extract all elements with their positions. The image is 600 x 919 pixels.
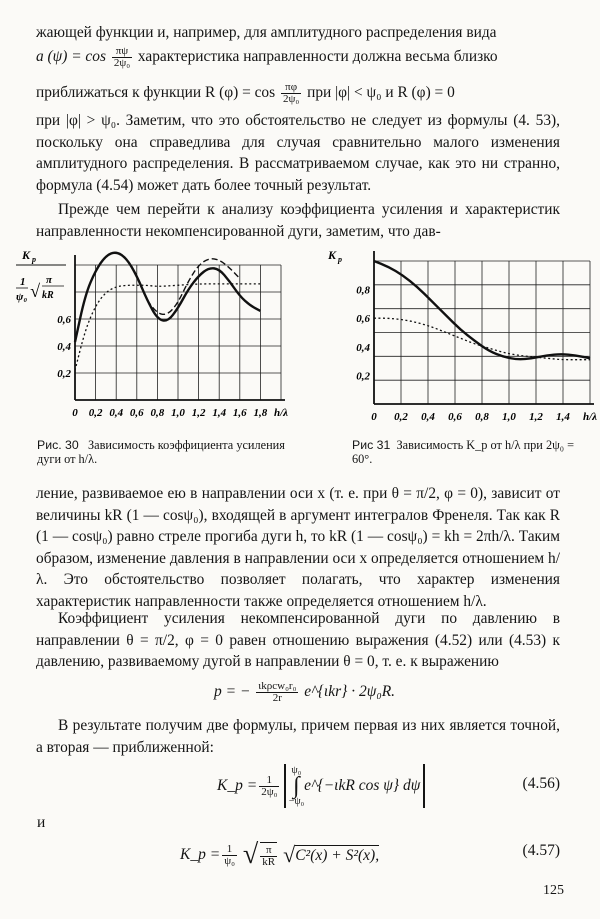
figure-31-chart bbox=[316, 245, 598, 431]
x-tick-label: 0,8 bbox=[475, 411, 489, 423]
y-axis-label-kp: K bbox=[22, 248, 31, 262]
x-tick-label: 0,6 bbox=[129, 407, 144, 419]
y-tick-label: 0,8 bbox=[356, 284, 370, 297]
x-tick-label: 0,4 bbox=[109, 407, 124, 419]
integral-sign bbox=[289, 765, 304, 807]
x-tick-label: h/λ bbox=[582, 411, 598, 423]
paragraph-1-line-3 bbox=[36, 82, 560, 105]
x-tick-label: 1,4 bbox=[212, 407, 227, 419]
page-number: 125 bbox=[543, 883, 564, 898]
y-tick-label: 0,6 bbox=[356, 313, 370, 326]
x-tick-label: h/λ bbox=[273, 407, 289, 419]
equation-p-left: p = − bbox=[214, 683, 251, 701]
equation-4-57-left: K_p = bbox=[180, 846, 221, 863]
fraction-numerator: ιkρcw₀r₀ bbox=[258, 680, 297, 692]
figure-31-text: Зависимость K_p от h/λ при 2ψ₀ = 60°. bbox=[352, 438, 575, 466]
x-tick-label: 1,2 bbox=[191, 407, 206, 419]
figure-30-chart bbox=[8, 245, 290, 431]
equation-4-57-fraction bbox=[222, 844, 237, 867]
abs-bar-left bbox=[284, 764, 285, 808]
figure-31-caption bbox=[352, 438, 582, 466]
paragraph-1-line-2 bbox=[36, 46, 560, 69]
x-tick-label: 1,2 bbox=[529, 411, 543, 423]
integral-lower-limit: −ψ₀ bbox=[288, 796, 305, 807]
series-line-solid bbox=[75, 253, 260, 342]
fraction-denominator: 2ψ₀ bbox=[282, 93, 300, 105]
fraction-denominator: 2r bbox=[272, 692, 282, 704]
integral-symbol: ∫ bbox=[293, 773, 300, 799]
y-tick-label: 0,2 bbox=[356, 370, 370, 383]
text-fragment: характеристика направленности должна весьма близко bbox=[137, 48, 498, 66]
fraction-pi-psi bbox=[112, 46, 132, 69]
x-tick-label: 0,8 bbox=[150, 407, 165, 419]
equation-p-right: e^{ιkr} · 2ψ₀R. bbox=[304, 683, 396, 701]
y-axis-label-pi: π bbox=[46, 274, 53, 286]
sqrt-sign-2: √ bbox=[283, 842, 296, 867]
paragraph-1-line-1: жающей функции и, например, для амплитудного распределения вида bbox=[36, 24, 497, 41]
y-axis-label-sub: p bbox=[338, 255, 342, 264]
integral-upper-limit: ψ₀ bbox=[291, 765, 302, 776]
equation-p-fraction bbox=[256, 681, 298, 704]
x-tick-label: 0 bbox=[371, 411, 377, 423]
fraction-numerator: π bbox=[260, 845, 277, 857]
equation-p bbox=[214, 681, 395, 704]
fraction-denominator: ψ₀ bbox=[224, 854, 235, 867]
text-fragment: приближаться к функции R (φ) = cos bbox=[36, 84, 276, 102]
conjunction-and: и bbox=[37, 814, 46, 831]
x-tick-label: 0,4 bbox=[421, 411, 435, 423]
x-tick-label: 1,6 bbox=[232, 407, 247, 419]
paragraph-5: В результате получим две формулы, причем первая из них является точной, а вторая — приближенной: bbox=[36, 717, 560, 756]
figure-30-caption bbox=[37, 438, 307, 466]
sqrt-sign: √ bbox=[242, 839, 259, 870]
paragraph-2: Прежде чем перейти к анализу коэффициента усиления и характеристик направленности некомпенсированной дуги, заметим, что дав- bbox=[36, 201, 560, 240]
y-axis-label-sqrt: √ bbox=[30, 281, 40, 301]
x-tick-label: 1,8 bbox=[253, 407, 268, 419]
x-tick-label: 1,0 bbox=[502, 411, 516, 423]
x-tick-label: 0,2 bbox=[394, 411, 408, 423]
x-tick-label: 1,0 bbox=[171, 407, 185, 419]
fraction-denominator: 2ψ₀ bbox=[113, 57, 131, 69]
y-tick-label: 0,4 bbox=[57, 341, 71, 353]
equation-4-56-number: (4.56) bbox=[522, 775, 560, 792]
series-line-dotted bbox=[75, 284, 260, 370]
equation-4-56-integrand: e^{−ιkR cos ψ} dψ bbox=[304, 777, 421, 794]
equation-4-56-left: K_p = bbox=[217, 777, 258, 794]
y-axis-label-psi: ψ₀ bbox=[16, 291, 28, 303]
figure-30-text: Зависимость коэффициента усиления дуги от h/λ. bbox=[37, 438, 285, 466]
paragraph-4: Коэффициент усиления некомпенсированной дуги по давлению в направлении θ = π/2, φ = 0 равен отношению выражения (4.52) или (4.53) к давлению, развиваемому дугой в направлении θ = 0, т. е. к выражению bbox=[36, 610, 560, 670]
figure-30-label: Рис. 30 bbox=[37, 438, 79, 452]
equation-4-57-number: (4.57) bbox=[522, 842, 560, 859]
equation-4-57-inner-fraction bbox=[260, 842, 277, 868]
fraction-numerator: πψ bbox=[112, 46, 132, 58]
x-tick-label: 1,4 bbox=[556, 411, 570, 423]
equation-4-56-fraction bbox=[259, 775, 279, 798]
text-fragment: при |φ| < ψ₀ и R (φ) = 0 bbox=[307, 84, 455, 102]
fraction-numerator: 1 bbox=[222, 844, 237, 856]
y-tick-label: 0,4 bbox=[356, 341, 370, 354]
y-tick-label: 0,2 bbox=[57, 368, 71, 380]
fraction-numerator: 1 bbox=[259, 775, 279, 787]
y-axis-label-one: 1 bbox=[20, 276, 26, 288]
abs-bar-right bbox=[423, 764, 424, 808]
formula-a-psi: a (ψ) = cos bbox=[36, 48, 106, 66]
y-axis-label-kp: K bbox=[328, 248, 337, 262]
paragraph-1-rest: при |φ| > ψ₀. Заметим, что это обстоятельство не следует из формулы (4. 53), поскольку она справедлива для случая сравнительно малого изменения амплитудного распределения. В рассматриваемом случае, как это ни странно, формула (4.54) может дать более точный результат. bbox=[36, 112, 560, 194]
equation-4-57 bbox=[180, 832, 379, 878]
figure-31-label: Рис 31 bbox=[352, 438, 391, 452]
fraction-denominator: kR bbox=[262, 856, 276, 868]
fraction-numerator: πφ bbox=[281, 82, 301, 94]
equation-4-57-body: C²(x) + S²(x), bbox=[295, 847, 380, 864]
fraction-pi-phi bbox=[281, 82, 301, 105]
paragraph-3: ление, развиваемое ею в направлении оси x (т. е. при θ = π/2, φ = 0), зависит от величины kR (1 — cosψ₀), входящей в аргумент интегралов Френеля. Так как R (1 — cosψ₀) равно стреле прогиба дуги h, то kR (1 — cosψ₀) = kh = 2πh/λ. Таким образом, изменение давления в направлении оси x определяется отношением h/λ. Это обстоятельство позволяет полагать, что характер изменения характеристик направленности также определяется отношением h/λ. bbox=[36, 485, 560, 610]
x-tick-label: 0,2 bbox=[88, 407, 103, 419]
equation-4-56 bbox=[217, 758, 428, 814]
fraction-denominator: 2ψ₀ bbox=[261, 785, 278, 798]
x-tick-label: 0 bbox=[72, 407, 78, 419]
y-tick-label: 0,6 bbox=[57, 314, 71, 326]
y-axis-label-kr: kR bbox=[42, 290, 54, 301]
y-axis-label-sub: p bbox=[32, 255, 36, 264]
x-tick-label: 0,6 bbox=[448, 411, 462, 423]
